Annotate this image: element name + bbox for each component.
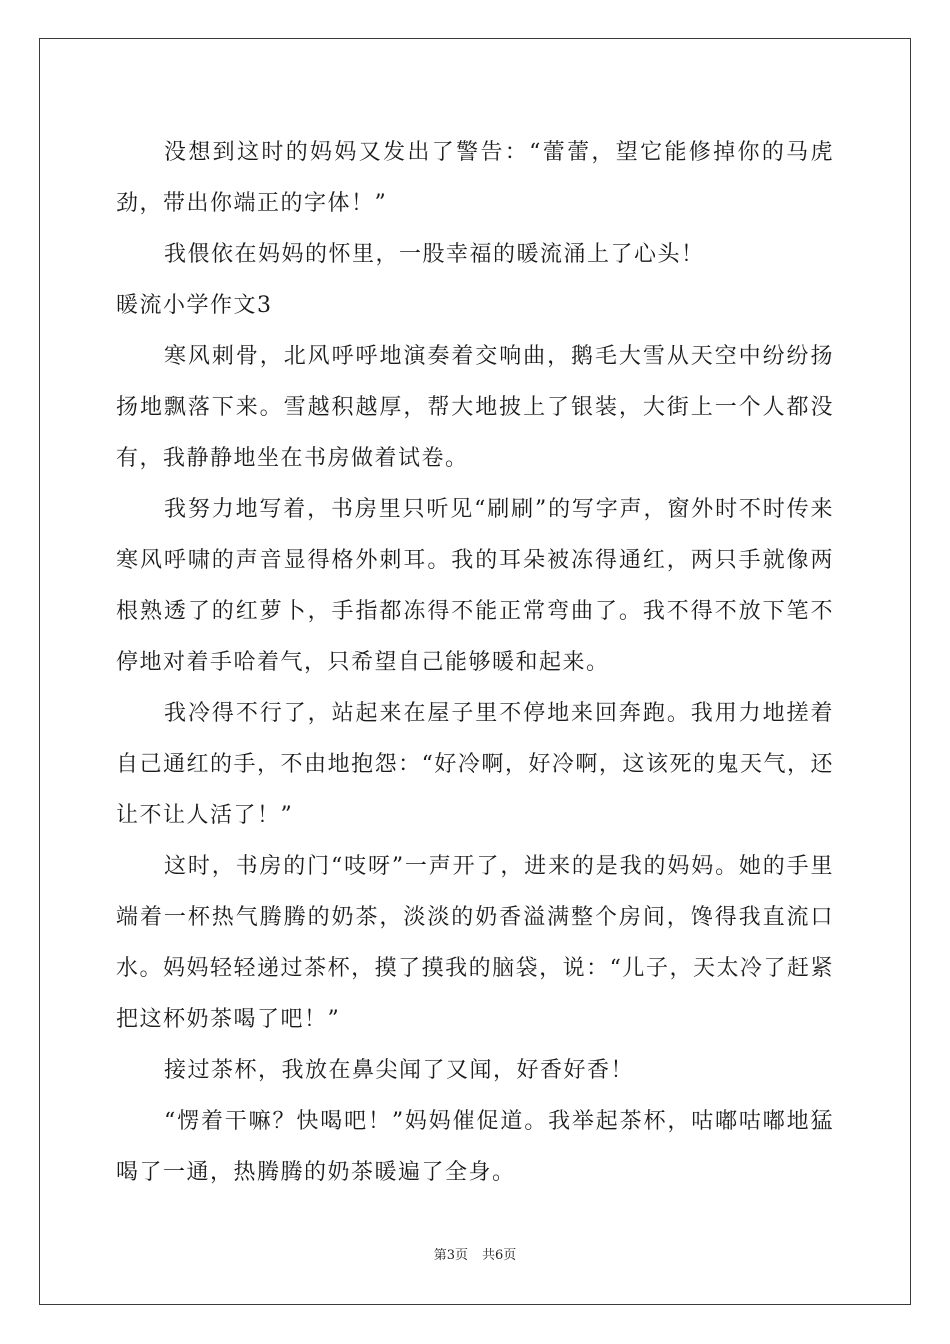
- document-body: [116, 127, 834, 1198]
- page-footer: [0, 1246, 950, 1266]
- paragraph: 这时，书房的门“吱呀”一声开了，进来的是我的妈妈。她的手里端着一杯热气腾腾的奶茶，淡淡的奶香溢满整个房间，馋得我直流口水。妈妈轻轻递过茶杯，摸了摸我的脑袋，说：“儿子，天太冷了赶紧把这杯奶茶喝了吧！”: [116, 854, 834, 1032]
- paragraph: 我偎依在妈妈的怀里，一股幸福的暖流涌上了心头！: [164, 242, 705, 267]
- paragraph: 寒风刺骨，北风呼呼地演奏着交响曲，鹅毛大雪从天空中纷纷扬扬地飘落下来。雪越积越厚，帮大地披上了银装，大街上一个人都没有，我静静地坐在书房做着试卷。: [116, 344, 834, 471]
- page-number: 第3页: [433, 1248, 468, 1263]
- paragraph: “愣着干嘛？快喝吧！”妈妈催促道。我举起茶杯，咕嘟咕嘟地猛喝了一通，热腾腾的奶茶暖遍了全身。: [116, 1109, 834, 1185]
- paragraph: 接过茶杯，我放在鼻尖闻了又闻，好香好香！: [164, 1058, 635, 1083]
- paragraph: 没想到这时的妈妈又发出了警告：“蕾蕾，望它能修掉你的马虎劲，带出你端正的字体！”: [116, 140, 834, 216]
- paragraph: 我努力地写着，书房里只听见“刷刷”的写字声，窗外时不时传来寒风呼啸的声音显得格外刺耳。我的耳朵被冻得通红，两只手就像两根熟透了的红萝卜，手指都冻得不能正常弯曲了。我不得不放下笔不停地对着手哈着气，只希望自己能够暖和起来。: [116, 497, 834, 675]
- essay-heading: 暖流小学作文3: [116, 293, 273, 318]
- paragraph: 我冷得不行了，站起来在屋子里不停地来回奔跑。我用力地搓着自己通红的手，不由地抱怨：“好冷啊，好冷啊，这该死的鬼天气，还让不让人活了！”: [116, 701, 834, 828]
- page-total: 共6页: [482, 1248, 517, 1263]
